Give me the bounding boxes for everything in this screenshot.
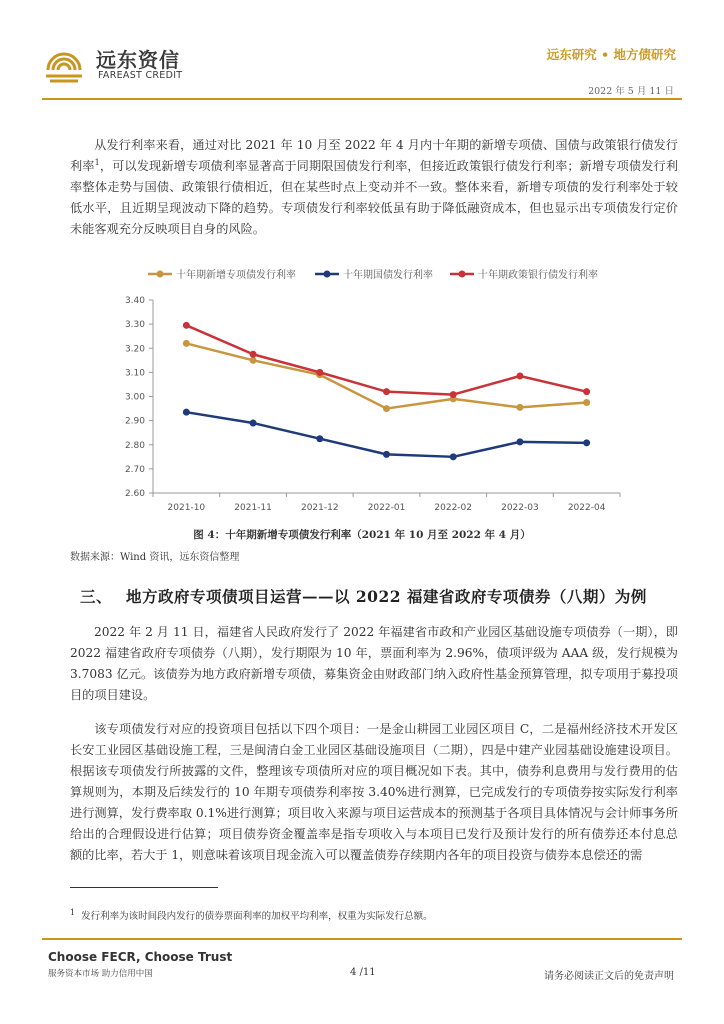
figure-caption: 图 4：十年期新增专项债发行利率（2021 年 10 月至 2022 年 4 月）	[193, 529, 531, 541]
data-point	[450, 453, 457, 460]
footnote-ref: 1	[94, 157, 100, 167]
section-number: 三、	[80, 587, 113, 606]
data-point	[183, 322, 190, 329]
logo-text-en: FAREAST CREDIT	[98, 70, 183, 81]
series-line	[186, 343, 586, 408]
header-series-tag: 远东研究 • 地方债研究	[546, 47, 676, 62]
report-date: 2022 年 5 月 11 日	[588, 86, 674, 97]
legend-marker	[157, 271, 164, 278]
data-point	[516, 404, 523, 411]
x-tick-label: 2021-12	[300, 503, 339, 513]
paragraph-text: 2022 年 2 月 11 日，福建省人民政府发行了 2022 年福建省市政和产业园区基础设施专项债券（一期），即 2022 福建省政府专项债券（八期），发行期限为 10 年，票面利率为 2.96%，债项评级为 AAA 级，发行规模为 3.7083 亿元。该债券为地方政府新增专项债，募集资金由财政部门纳入政府性基金预算管理，拟专项用于募投项目的项目建设。	[70, 625, 678, 702]
data-point	[316, 435, 323, 442]
y-tick-label: 2.60	[124, 489, 145, 499]
section-title: 地方政府专项债项目运营——以 2022 福建省政府专项债券（八期）为例	[126, 587, 647, 606]
page-number: 4 /11	[350, 967, 376, 978]
data-point	[383, 388, 390, 395]
x-tick-label: 2022-01	[367, 503, 406, 513]
x-tick-label: 2021-11	[234, 503, 272, 513]
y-tick-label: 3.30	[124, 320, 145, 331]
data-point	[450, 391, 457, 398]
paragraph-issuance-rates	[70, 135, 678, 240]
data-point	[516, 438, 523, 445]
footer-subslogan: 服务资本市场 助力信用中国	[48, 969, 153, 979]
legend-marker	[324, 271, 331, 278]
paragraph-projects	[70, 719, 678, 866]
legend-marker	[459, 271, 466, 278]
fareast-logo-icon	[42, 40, 86, 84]
data-point	[183, 340, 190, 347]
footnote-text: 发行利率为该时间段内发行的债券票面利率的加权平均利率，权重为实际发行总额。	[81, 911, 433, 922]
data-point	[583, 388, 590, 395]
line-chart	[100, 262, 660, 522]
data-point	[383, 405, 390, 412]
series-line	[186, 325, 586, 394]
y-tick-label: 3.40	[124, 296, 145, 306]
x-tick-label: 2022-03	[501, 503, 539, 513]
footer-slogan: Choose FECR, Choose Trust	[48, 950, 233, 964]
paragraph-text: 从发行利率来看，通过对比 2021 年 10 月至 2022 年 4 月内十年期的新增专项债、国债与政策银行债发行利率	[70, 138, 678, 173]
y-tick-label: 3.20	[124, 344, 145, 355]
footnote	[70, 908, 433, 922]
section-heading	[80, 585, 647, 607]
footnote-divider	[70, 887, 218, 888]
y-tick-label: 2.80	[124, 440, 145, 451]
legend-label: 十年期政策银行债发行利率	[478, 270, 598, 281]
paragraph-text: 该专项债发行对应的投资项目包括以下四个项目：一是金山耕园工业园区项目 C，二是福州经济技术开发区长安工业园区基础设施工程，三是闽清白金工业园区基础设施项目（二期），四是中建产业园基础设施建设项目。根据该专项债发行所披露的文件，整理该专项债所对应的项目概况如下表。其中，债券利息费用与发行费用的估算规则为，本期及后续发行的 10 年期专项债券利率按 3.40%进行测算，已完成发行的专项债券按实际发行利率进行测算，发行费率取 0.1%进行测算；项目收入来源与项目运营成本的预测基于各项目具体情况与会计师事务所给出的合理假设进行估算；项目债券资金覆盖率是指专项收入与本项目已发行及预计发行的所有债券还本付息总额的比率，若大于 1，则意味着该项目现金流入可以覆盖债券存续期内各年的项目投资与债券本息偿还的需	[70, 722, 678, 862]
data-point	[183, 409, 190, 416]
data-point	[250, 420, 257, 427]
data-point	[316, 369, 323, 376]
footnote-number: 1	[70, 907, 76, 917]
paragraph-text: ，可以发现新增专项债利率显著高于同期限国债发行利率，但接近政策银行债发行利率；新增专项债发行利率整体走势与国债、政策银行债相近，但在某些时点上变动并不一致。整体来看，新增专项债的发行利率处于较低水平，且近期呈现波动下降的趋势。专项债发行利率较低虽有助于降低融资成本，但也显示出专项债发行定价未能客观充分反映项目自身的风险。	[70, 159, 679, 236]
legend-label: 十年期国债发行利率	[343, 270, 433, 281]
data-point	[583, 439, 590, 446]
y-tick-label: 3.00	[124, 392, 145, 403]
data-point	[250, 351, 257, 358]
y-tick-label: 3.10	[124, 368, 145, 379]
data-point	[583, 399, 590, 406]
footer-disclaimer: 请务必阅读正文后的免责声明	[544, 971, 674, 982]
y-tick-label: 2.90	[124, 416, 145, 427]
y-tick-label: 2.70	[124, 464, 145, 475]
data-point	[383, 451, 390, 458]
footer-divider	[42, 938, 682, 940]
x-tick-label: 2021-10	[167, 503, 206, 513]
data-point	[250, 357, 257, 364]
logo-text-cn: 远东资信	[96, 48, 180, 72]
paragraph-bond-overview	[70, 622, 678, 706]
x-tick-label: 2022-02	[434, 503, 473, 513]
x-tick-label: 2022-04	[567, 503, 606, 513]
series-line	[186, 412, 586, 457]
data-source: 数据来源：Wind 资讯，远东资信整理	[70, 552, 240, 563]
data-point	[516, 372, 523, 379]
header-divider	[42, 98, 682, 100]
legend-label: 十年期新增专项债发行利率	[176, 270, 296, 281]
